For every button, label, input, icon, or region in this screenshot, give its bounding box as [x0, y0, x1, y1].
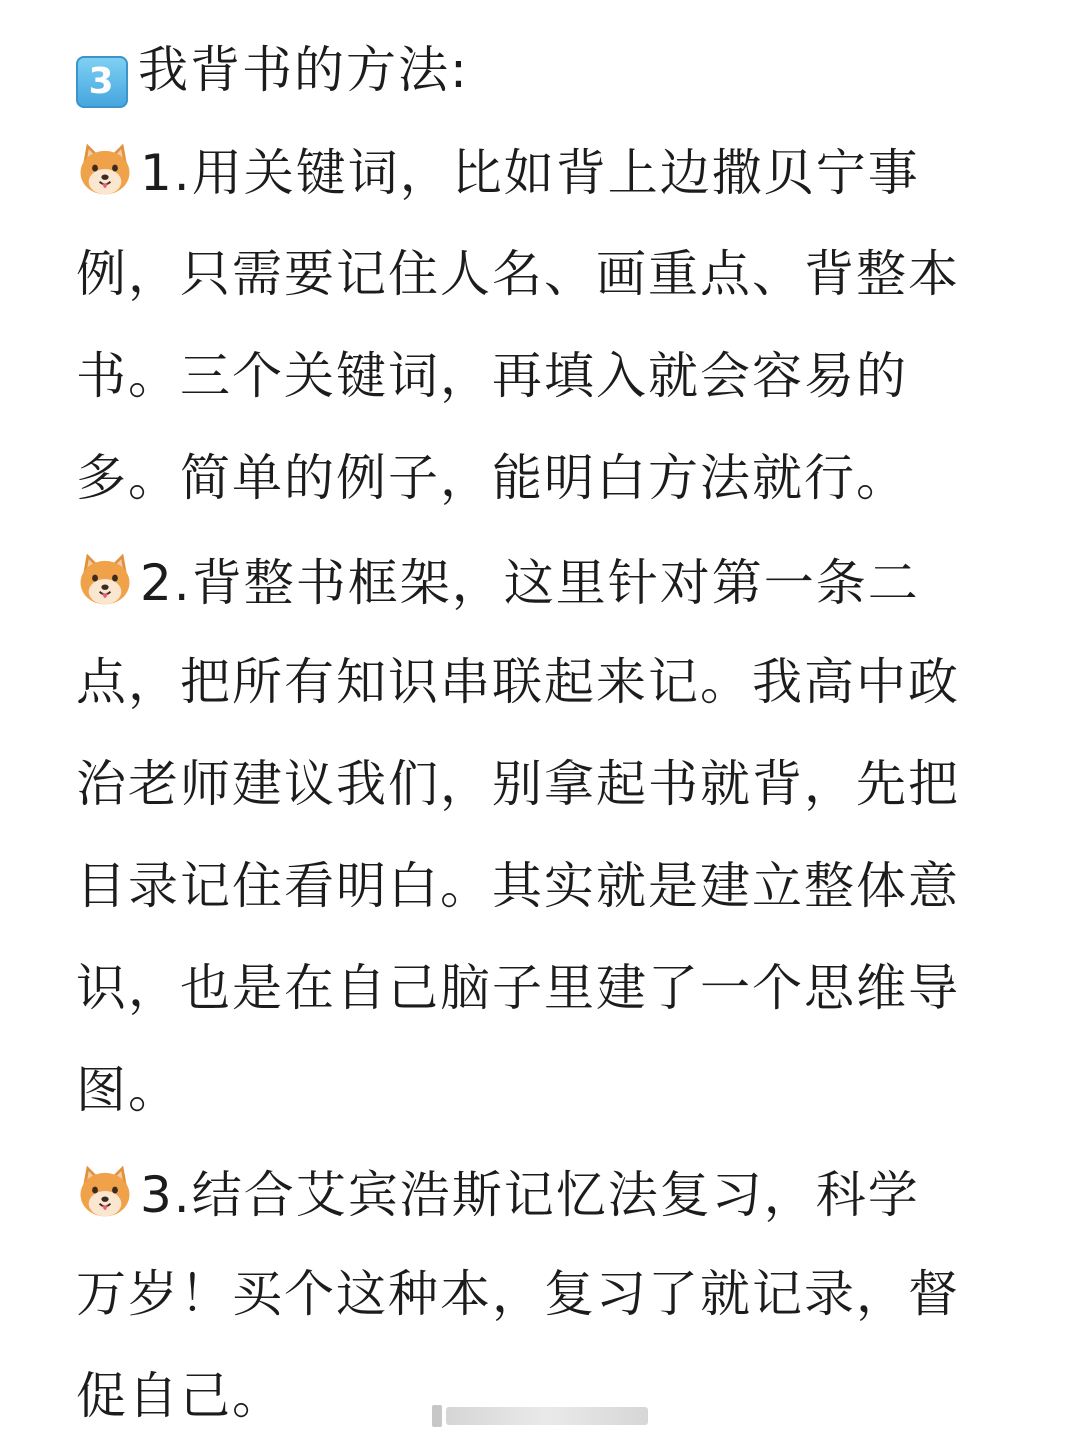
- item-1-text-line: 1.用关键词，比如背上边撒贝宁事: [140, 144, 920, 202]
- shiba-dog-icon: [76, 1162, 134, 1220]
- item-2-line-6: [76, 1060, 180, 1120]
- item-3-text-line: 3.结合艾宾浩斯记忆法复习，科学: [140, 1166, 920, 1224]
- keycap-3-icon: 3: [76, 56, 128, 108]
- item-2-text-line: 点，把所有知识串联起来记。我高中政: [76, 653, 960, 711]
- item-2-line-1: [76, 550, 920, 610]
- item-3-text-line: 促自己。: [76, 1367, 284, 1425]
- item-2-text-line: 2.背整书框架，这里针对第一条二: [140, 554, 920, 612]
- shiba-dog-icon: [76, 140, 134, 198]
- shiba-dog-icon: [76, 550, 134, 608]
- item-1-text-line: 例，只需要记住人名、画重点、背整本: [76, 245, 960, 303]
- item-3-line-2: [76, 1264, 960, 1324]
- item-2-text-line: 识，也是在自己脑子里建了一个思维导: [76, 959, 960, 1017]
- item-3-line-1: [76, 1162, 920, 1222]
- item-1-text-line: 书。三个关键词，再填入就会容易的: [76, 347, 908, 405]
- item-2-text-line: 目录记住看明白。其实就是建立整体意: [76, 857, 960, 915]
- item-2-line-2: [76, 652, 960, 712]
- watermark-text-blur: [446, 1407, 648, 1425]
- item-2-text-line: 图。: [76, 1061, 180, 1119]
- item-2-text-line: 治老师建议我们，别拿起书就背，先把: [76, 755, 960, 813]
- heading-text: 我背书的方法:: [138, 41, 469, 99]
- item-1-line-3: [76, 346, 908, 406]
- item-1-line-2: [76, 244, 960, 304]
- item-1-line-1: [76, 140, 920, 200]
- item-2-line-4: [76, 856, 960, 916]
- item-3-line-3: [76, 1366, 284, 1426]
- item-1-line-4: [76, 448, 908, 508]
- item-2-line-5: [76, 958, 960, 1018]
- item-3-text-line: 万岁！买个这种本，复习了就记录，督: [76, 1265, 960, 1323]
- section-heading: [76, 40, 469, 100]
- watermark-logo: [432, 1402, 648, 1430]
- item-1-text-line: 多。简单的例子，能明白方法就行。: [76, 449, 908, 507]
- item-2-line-3: [76, 754, 960, 814]
- watermark-bar: [432, 1405, 442, 1427]
